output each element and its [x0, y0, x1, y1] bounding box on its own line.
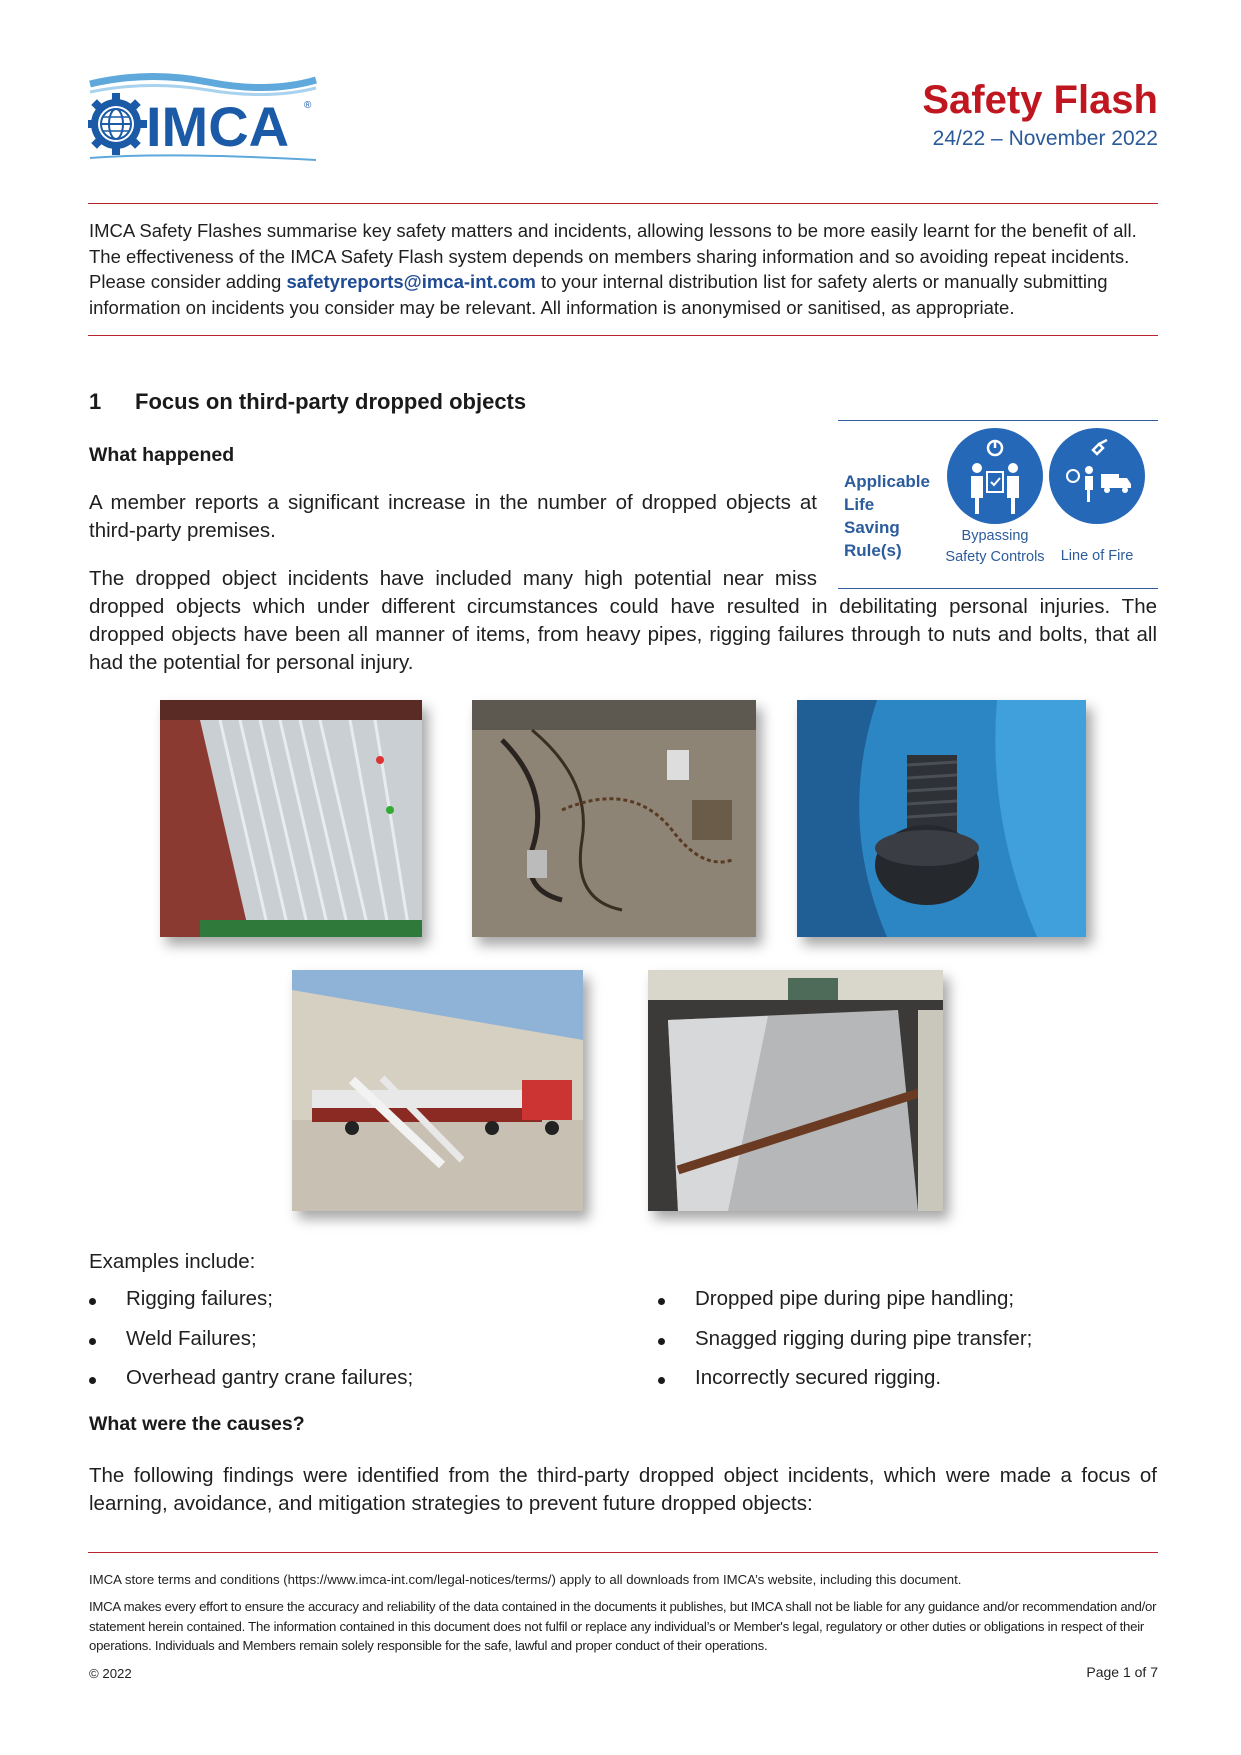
document-title: Safety Flash	[922, 78, 1158, 122]
lsr-label: Applicable Life Saving Rule(s)	[844, 472, 930, 560]
header-divider	[88, 203, 1158, 204]
lsr-rule-1-label: Bypassing Safety Controls	[945, 528, 1045, 565]
intro-text-2: to your internal distribution list for safety alerts or manually submitting information on incidents you consider may be relevant. All information is anonymised or sanitised, as appropriate.	[89, 271, 1108, 318]
causes-paragraph: The following findings were identified from the third-party dropped object incidents, which were made a focus of learning, avoidance, and mitigation strategies to prevent future dropped objects:	[89, 1464, 1157, 1515]
what-happened-heading: What happened	[89, 444, 235, 466]
section-number: 1	[89, 389, 102, 414]
footer-divider	[88, 1552, 1158, 1553]
svg-text:®: ®	[304, 100, 312, 111]
intro-text-1: IMCA Safety Flashes summarise key safety matters and incidents, allowing lessons to be more easily learnt for the benefit of all. The effectiveness of the IMCA Safety Flash system depends on members sharing information and so avoiding repeat incidents. Please consider adding	[89, 220, 1137, 292]
what-happened-para2: dropped objects which under different circumstances could have resulted in debilitating personal injuries. The dropped objects have been all manner of items, from heavy pipes, rigging failures through to nuts and bolts, that all had the potential for personal injury.	[89, 595, 1157, 674]
causes-heading: What were the causes?	[89, 1413, 305, 1435]
section-title: Focus on third-party dropped objects	[135, 389, 527, 414]
bypassing-safety-controls-icon	[947, 428, 1043, 524]
page-number: Page 1 of 7	[1086, 1664, 1158, 1680]
footer-copyright: © 2022	[89, 1666, 132, 1681]
logo-text: IMCA	[146, 95, 290, 158]
document-subtitle: 24/22 – November 2022	[932, 127, 1158, 150]
what-happened-para1: A member reports a significant increase in the number of dropped objects at third-party premises.	[89, 491, 817, 542]
photo-pipes-on-deck	[160, 700, 422, 937]
photo-pipes-on-truck	[292, 970, 583, 1211]
photo-bolt-on-tarp	[797, 700, 1086, 937]
photo-damaged-rigging	[472, 700, 756, 937]
footer-terms: IMCA store terms and conditions (https://www.imca-int.com/legal-notices/terms/) apply to all downloads from IMCA’s website, including this document.	[89, 1572, 962, 1587]
examples-heading: Examples include:	[89, 1250, 256, 1273]
line-of-fire-icon	[1049, 428, 1145, 524]
lsr-rule-2-label: Line of Fire	[1060, 548, 1134, 564]
section-heading	[89, 389, 526, 415]
photo-steel-plate-with-bar	[648, 970, 943, 1211]
footer-disclaimer: IMCA makes every effort to ensure the accuracy and reliability of the data contained in the documents it publishes, but IMCA shall not be liable for any guidance and/or recommendation and/or statement herein contained. The information contained in this document does not fulfil or replace any individual’s or Member's legal, regulatory or other duties or obligations in respect of their operations. Individuals and Members remain solely responsible for the safe, lawful and proper conduct of their operations.	[89, 1599, 1157, 1653]
imca-logo	[88, 72, 318, 167]
life-saving-rules-panel	[838, 420, 1158, 590]
what-happened-para2-line1: The dropped object incidents have included many high potential near miss	[89, 567, 817, 590]
intro-paragraph	[89, 218, 1157, 320]
intro-divider	[88, 335, 1158, 336]
email-link[interactable]: safetyreports@imca-int.com	[286, 271, 536, 292]
